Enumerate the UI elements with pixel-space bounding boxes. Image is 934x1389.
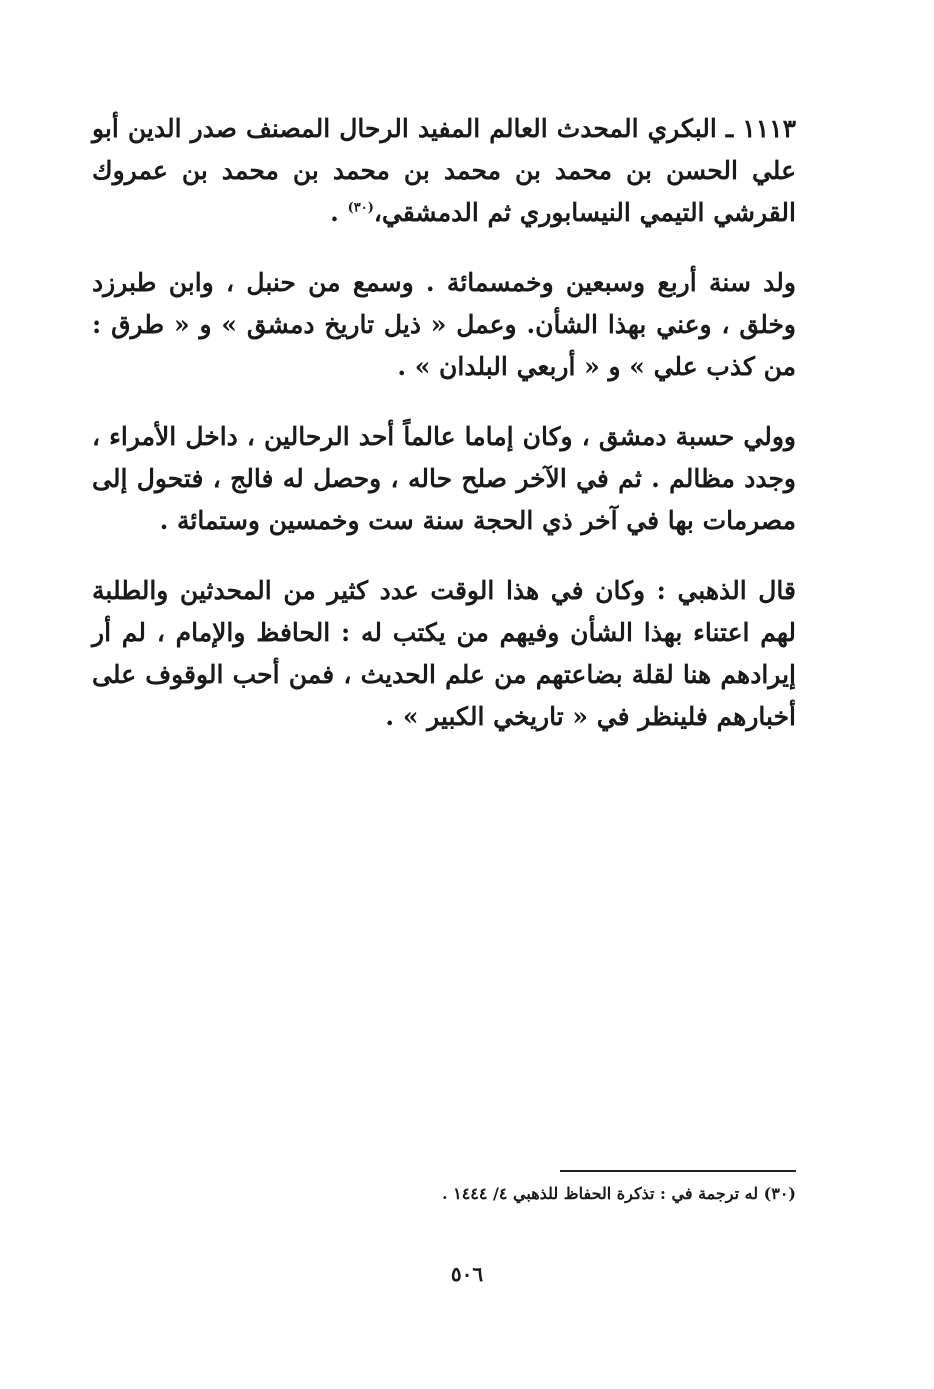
footnote: (٣٠) له ترجمة في : تذكرة الحفاظ للذهبي ٤/ ١٤٤٤ . bbox=[441, 1184, 796, 1203]
page-number: ٥٠٦ bbox=[450, 1262, 484, 1286]
document-body bbox=[92, 108, 796, 766]
paragraph-career-and-death: وولي حسبة دمشق ، وكان إماما عالماً أحد الرحالين ، داخل الأمراء ، وجدد مظالم . ثم في الآخر صلح حاله ، وحصل له فالج ، فتحول إلى مصرمات بها في آخر ذي الحجة سنة ست وخمسين وستمائة . bbox=[92, 422, 796, 535]
entry-header-tail: . bbox=[330, 198, 348, 227]
footnote-reference: (٣٠) bbox=[347, 200, 374, 216]
paragraph-birth-and-works: ولد سنة أربع وسبعين وخمسمائة . وسمع من حنبل ، وابن طبرزد وخلق ، وعني بهذا الشأن. وعمل « ذيل تاريخ دمشق » و « طرق : من كذب علي » و « أربعي البلدان » . bbox=[92, 268, 796, 381]
footnote-divider bbox=[560, 1170, 796, 1172]
paragraph-entry-header bbox=[92, 108, 796, 234]
entry-number: ١١١٣ ـ bbox=[725, 114, 796, 143]
entry-header-text: البكري المحدث العالم المفيد الرحال المصنف صدر الدين أبو علي الحسن بن محمد بن محمد بن محمد بن محمد بن عمروك القرشي التيمي النيسابوري ثم الدمشقي، bbox=[92, 114, 796, 227]
paragraph-dhahabi-remark: قال الذهبي : وكان في هذا الوقت عدد كثير من المحدثين والطلبة لهم اعتناء بهذا الشأن وفيهم من يكتب له : الحافظ والإمام ، لم أر إيرادهم هنا لقلة بضاعتهم من علم الحديث ، فمن أحب الوقوف على أخبارهم فلينظر في « تاريخي الكبير » . bbox=[92, 576, 796, 731]
